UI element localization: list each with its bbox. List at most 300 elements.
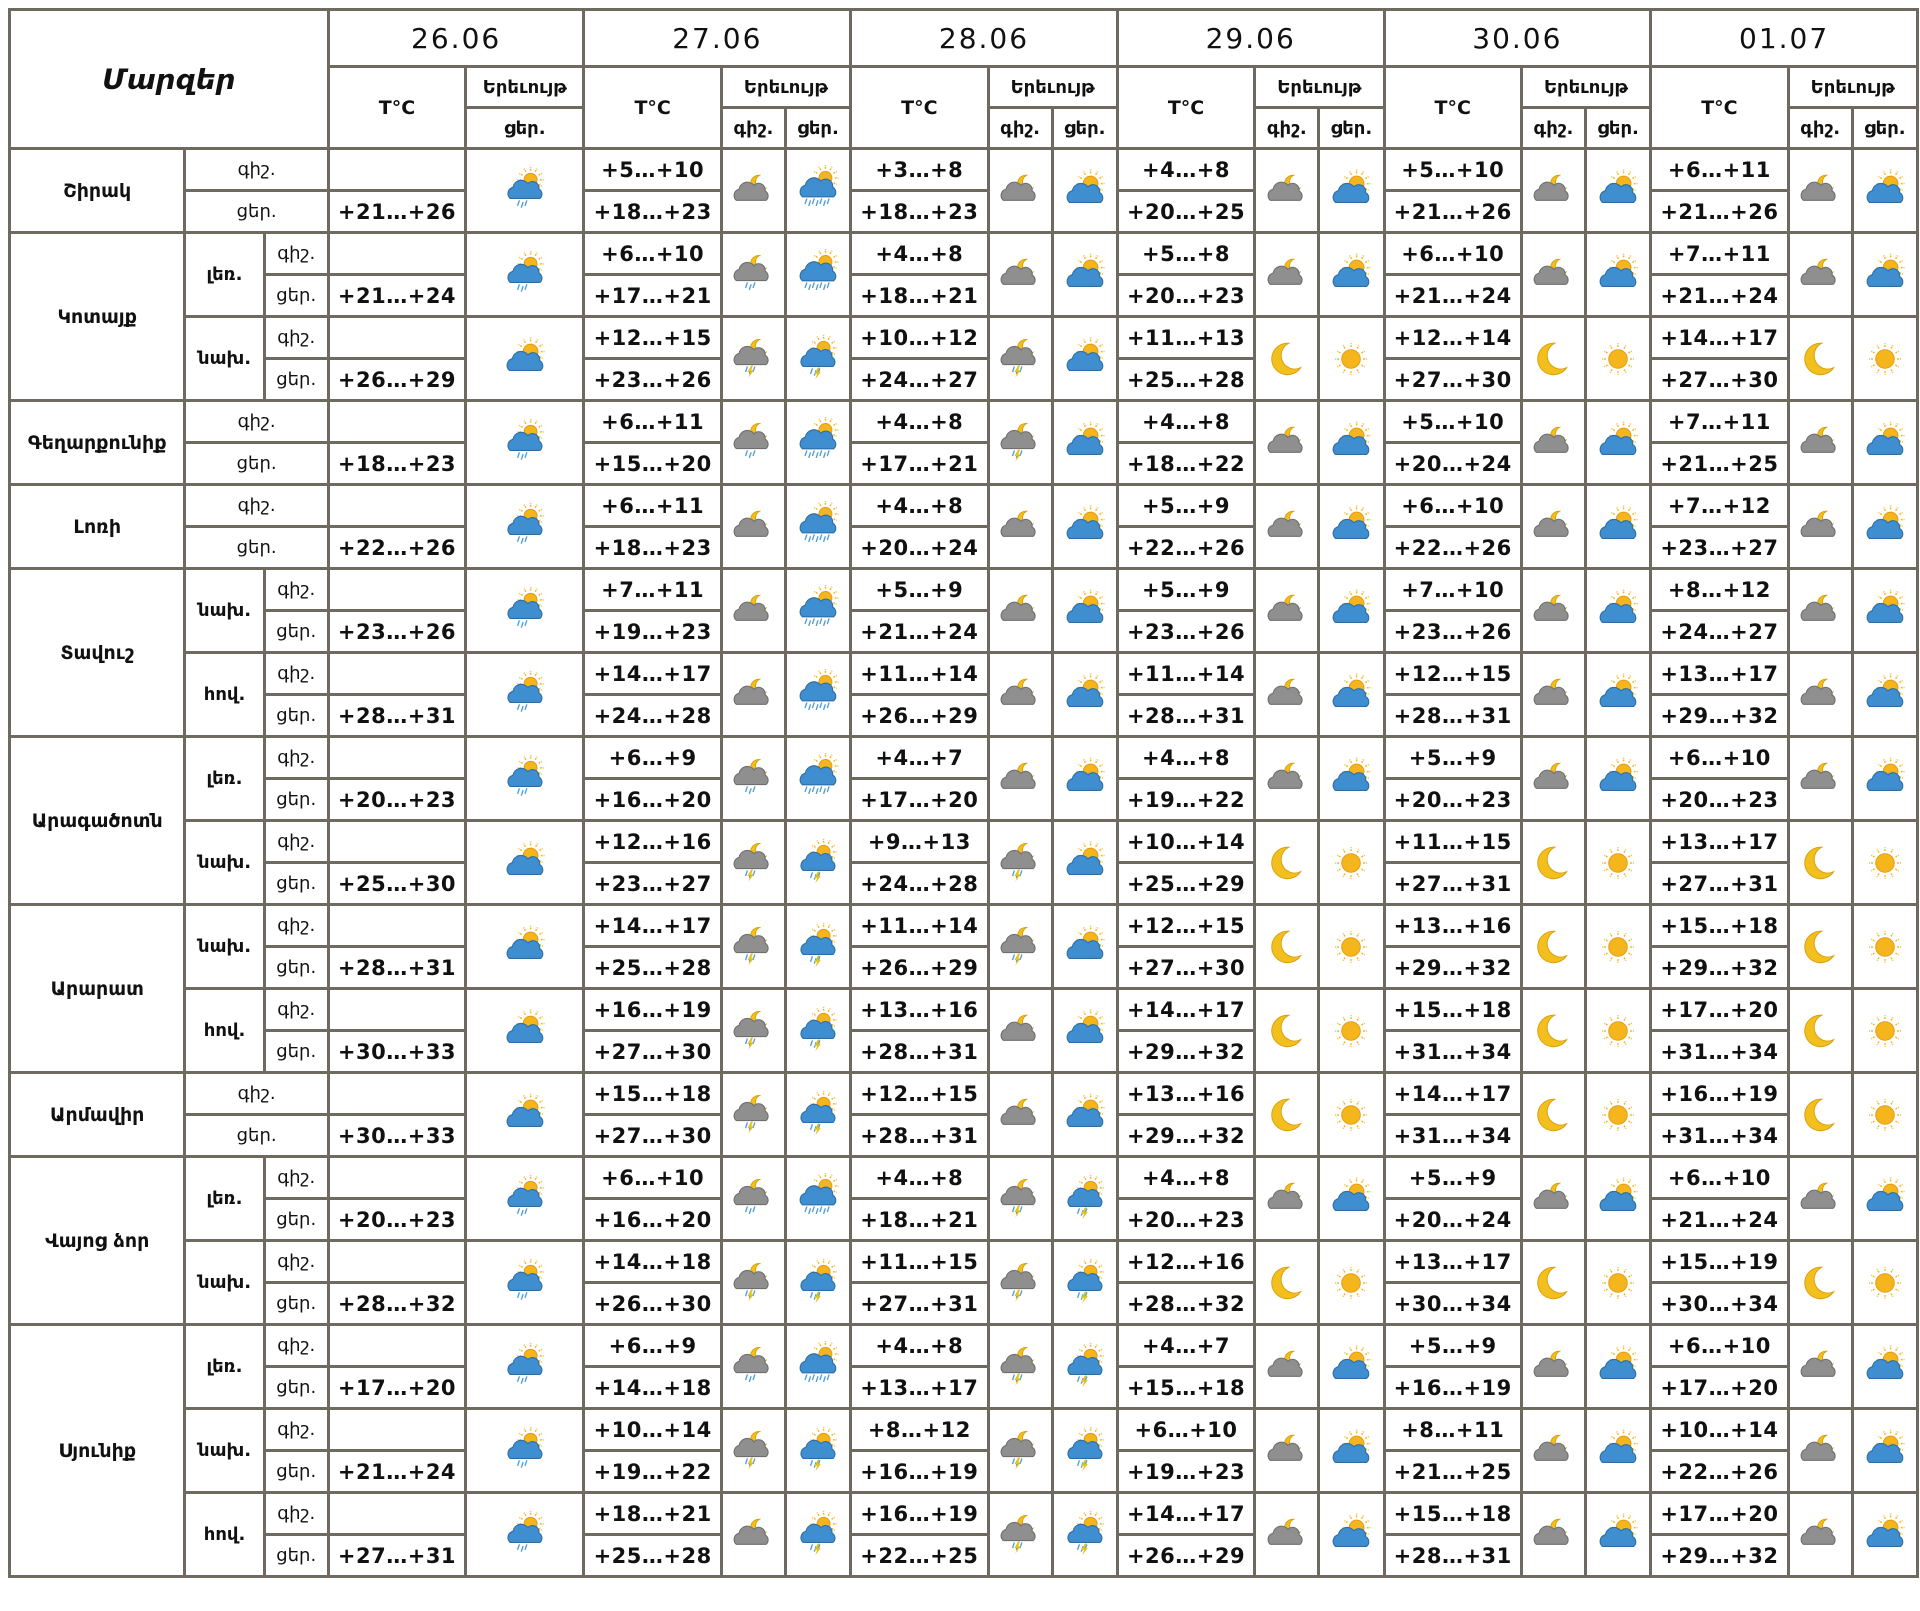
temperature-cell: +28…+31 — [851, 1115, 988, 1157]
temperature-cell — [328, 1157, 465, 1199]
cloud-moon-rain-icon — [723, 753, 784, 805]
sun-icon — [1854, 837, 1916, 889]
sun-cloud-icon — [1854, 501, 1916, 553]
sun-icon — [1320, 333, 1382, 385]
weather-cell — [1852, 989, 1917, 1073]
sun-cloud-icon — [1054, 753, 1116, 805]
temperature-cell: +4…+8 — [1117, 1157, 1254, 1199]
temperature-cell: +14…+17 — [1384, 1073, 1521, 1115]
table-header — [10, 10, 1918, 149]
region-name: Շիրակ — [10, 149, 185, 233]
weather-cell — [1319, 821, 1384, 905]
table-body — [10, 149, 1918, 1577]
temperature-header: T°C — [1651, 67, 1788, 149]
day-label: ցեր. — [1052, 108, 1117, 149]
temperature-cell: +7…+10 — [1384, 569, 1521, 611]
weather-cell — [1255, 233, 1319, 317]
temperature-cell: +5…+10 — [1384, 149, 1521, 191]
temperature-header: T°C — [1117, 67, 1254, 149]
temperature-cell: +29…+32 — [1651, 1535, 1788, 1577]
sun-icon — [1320, 921, 1382, 973]
temperature-cell: +31…+34 — [1651, 1031, 1788, 1073]
sun-cloud-icon — [1587, 249, 1649, 301]
temperature-cell: +21…+24 — [1651, 1199, 1788, 1241]
cloud-moon-icon — [990, 753, 1051, 805]
temperature-cell: +23…+26 — [328, 611, 465, 653]
weather-cell — [1852, 821, 1917, 905]
night-label: գիշ. — [1255, 108, 1319, 149]
weather-cell — [785, 1409, 850, 1493]
temperature-cell: +31…+34 — [1384, 1115, 1521, 1157]
weather-cell — [1586, 1325, 1651, 1409]
weather-cell — [1521, 401, 1585, 485]
table-row — [10, 1241, 1918, 1283]
cloud-moon-icon — [1256, 1173, 1317, 1225]
temperature-cell: +10…+14 — [1651, 1409, 1788, 1451]
temperature-cell: +26…+29 — [851, 695, 988, 737]
weather-cell — [988, 653, 1052, 737]
temperature-cell: +6…+10 — [1117, 1409, 1254, 1451]
temperature-cell: +27…+30 — [1651, 359, 1788, 401]
temperature-cell: +26…+29 — [1117, 1535, 1254, 1577]
weather-cell — [1852, 401, 1917, 485]
temperature-header: T°C — [328, 67, 465, 149]
night-label: գիշ. — [988, 108, 1052, 149]
moon-icon — [1256, 837, 1317, 889]
night-label: գիշ. — [264, 1241, 328, 1283]
night-label: գիշ. — [264, 653, 328, 695]
sun-cloud-rain-icon — [467, 1425, 582, 1477]
temperature-cell: +27…+30 — [1384, 359, 1521, 401]
cloud-moon-icon — [1523, 249, 1584, 301]
temperature-cell: +4…+8 — [1117, 149, 1254, 191]
weather-cell — [1319, 317, 1384, 401]
temperature-header: T°C — [1384, 67, 1521, 149]
temperature-cell: +21…+24 — [1651, 275, 1788, 317]
cloud-moon-icon — [723, 1509, 784, 1561]
weather-cell — [1521, 485, 1585, 569]
night-label: գիշ. — [264, 1493, 328, 1535]
temperature-cell: +6…+11 — [1651, 149, 1788, 191]
weather-cell — [1052, 1073, 1117, 1157]
sun-cloud-icon — [1587, 417, 1649, 469]
weather-cell — [1788, 1325, 1852, 1409]
temperature-cell — [328, 1325, 465, 1367]
day-label: ցեր. — [264, 275, 328, 317]
weather-cell — [785, 821, 850, 905]
temperature-cell: +19…+22 — [584, 1451, 721, 1493]
temperature-cell: +4…+8 — [851, 1157, 988, 1199]
temperature-cell: +23…+26 — [1384, 611, 1521, 653]
weather-cell — [785, 989, 850, 1073]
weather-cell — [721, 989, 785, 1073]
moon-icon — [1790, 837, 1851, 889]
day-label: ցեր. — [264, 611, 328, 653]
cloud-moon-icon — [1790, 1173, 1851, 1225]
sun-cloud-storm-icon — [787, 1509, 849, 1561]
weather-cell — [1319, 1241, 1384, 1325]
weather-cell — [1586, 401, 1651, 485]
temperature-cell: +12…+15 — [584, 317, 721, 359]
day-label: ցեր. — [466, 108, 584, 149]
temperature-cell: +27…+31 — [1651, 863, 1788, 905]
weather-cell — [1319, 1493, 1384, 1577]
cloud-moon-icon — [990, 1005, 1051, 1057]
weather-cell — [1852, 485, 1917, 569]
temperature-cell: +16…+19 — [851, 1451, 988, 1493]
weather-cell — [1255, 1409, 1319, 1493]
weather-cell — [1319, 569, 1384, 653]
cloud-moon-icon — [990, 585, 1051, 637]
weather-cell — [1521, 653, 1585, 737]
temperature-cell: +24…+28 — [851, 863, 988, 905]
temperature-cell: +13…+17 — [1651, 653, 1788, 695]
day-label: ցեր. — [264, 359, 328, 401]
weather-cell — [1788, 821, 1852, 905]
temperature-cell: +6…+10 — [1384, 233, 1521, 275]
day-label: ցեր. — [185, 443, 328, 485]
sun-cloud-storm-icon — [787, 1425, 849, 1477]
sun-cloud-icon — [1054, 165, 1116, 217]
weather-cell — [785, 485, 850, 569]
temperature-cell: +18…+22 — [1117, 443, 1254, 485]
cloud-moon-storm-icon — [990, 417, 1051, 469]
sun-cloud-icon — [1054, 1005, 1116, 1057]
date-header: 01.07 — [1651, 10, 1918, 67]
sun-cloud-rain-icon — [467, 1257, 582, 1309]
sun-cloud-storm-icon — [787, 921, 849, 973]
temperature-cell: +20…+25 — [1117, 191, 1254, 233]
sun-cloud-icon — [1320, 1173, 1382, 1225]
table-row — [10, 1409, 1918, 1451]
zone-label: լեռ. — [185, 1325, 264, 1409]
temperature-cell: +29…+32 — [1117, 1031, 1254, 1073]
sun-cloud-icon — [1054, 417, 1116, 469]
temperature-cell: +8…+11 — [1384, 1409, 1521, 1451]
cloud-moon-icon — [1523, 1173, 1584, 1225]
zone-label: լեռ. — [185, 737, 264, 821]
sun-cloud-rain-icon — [467, 1341, 582, 1393]
cloud-moon-storm-icon — [990, 921, 1051, 973]
cloud-moon-icon — [1256, 1509, 1317, 1561]
temperature-cell: +4…+7 — [1117, 1325, 1254, 1367]
table-row — [10, 821, 1918, 863]
temperature-cell: +27…+31 — [1384, 863, 1521, 905]
temperature-cell: +21…+26 — [1651, 191, 1788, 233]
weather-cell — [466, 317, 584, 401]
sun-cloud-icon — [467, 921, 582, 973]
weather-cell — [466, 233, 584, 317]
day-label: ցեր. — [264, 1451, 328, 1493]
sun-icon — [1320, 1089, 1382, 1141]
night-label: գիշ. — [264, 989, 328, 1031]
weather-cell — [1319, 653, 1384, 737]
weather-cell — [1255, 401, 1319, 485]
cloud-moon-icon — [1790, 417, 1851, 469]
weather-cell — [1052, 1157, 1117, 1241]
cloud-moon-icon — [1523, 1509, 1584, 1561]
sun-icon — [1854, 1005, 1916, 1057]
sun-cloud-icon — [1320, 501, 1382, 553]
sun-icon — [1320, 837, 1382, 889]
sun-cloud-icon — [467, 837, 582, 889]
sun-icon — [1587, 837, 1649, 889]
night-label: գիշ. — [721, 108, 785, 149]
forecast-table-wrapper — [8, 8, 1919, 1608]
weather-cell — [1052, 485, 1117, 569]
temperature-cell: +19…+22 — [1117, 779, 1254, 821]
weather-cell — [1852, 1241, 1917, 1325]
temperature-cell: +14…+18 — [584, 1241, 721, 1283]
temperature-cell: +11…+14 — [851, 653, 988, 695]
temperature-cell: +15…+18 — [1651, 905, 1788, 947]
region-name: Արագածոտն — [10, 737, 185, 905]
weather-cell — [1521, 989, 1585, 1073]
weather-cell — [1852, 905, 1917, 989]
weather-cell — [988, 401, 1052, 485]
temperature-cell: +13…+16 — [1384, 905, 1521, 947]
temperature-cell — [328, 233, 465, 275]
temperature-cell: +5…+9 — [1384, 1325, 1521, 1367]
sun-cloud-icon — [1320, 1341, 1382, 1393]
cloud-moon-icon — [1256, 417, 1317, 469]
temperature-cell: +6…+10 — [1651, 1157, 1788, 1199]
temperature-cell: +26…+30 — [584, 1283, 721, 1325]
weather-cell — [1852, 1409, 1917, 1493]
temperature-cell — [328, 1241, 465, 1283]
sun-cloud-storm-icon — [787, 837, 849, 889]
region-name: Գեղարքունիք — [10, 401, 185, 485]
temperature-cell: +21…+24 — [1384, 275, 1521, 317]
weather-cell — [1255, 989, 1319, 1073]
table-row — [10, 401, 1918, 443]
sun-icon — [1320, 1005, 1382, 1057]
temperature-cell — [328, 1409, 465, 1451]
weather-cell — [1586, 317, 1651, 401]
cloud-moon-storm-icon — [723, 1257, 784, 1309]
temperature-cell: +15…+19 — [1651, 1241, 1788, 1283]
weather-cell — [1788, 653, 1852, 737]
day-label: ցեր. — [264, 1367, 328, 1409]
weather-cell — [1586, 653, 1651, 737]
weather-cell — [1586, 821, 1651, 905]
temperature-cell: +24…+27 — [1651, 611, 1788, 653]
weather-cell — [466, 1241, 584, 1325]
region-name: Արարատ — [10, 905, 185, 1073]
weather-cell — [1521, 821, 1585, 905]
temperature-cell: +16…+19 — [1651, 1073, 1788, 1115]
cloud-moon-icon — [990, 1089, 1051, 1141]
weather-cell — [1788, 149, 1852, 233]
weather-cell — [988, 233, 1052, 317]
cloud-moon-icon — [1790, 1341, 1851, 1393]
temperature-cell: +14…+17 — [584, 905, 721, 947]
night-label: գիշ. — [264, 737, 328, 779]
weather-cell — [466, 821, 584, 905]
sun-cloud-heavy-rain-icon — [787, 501, 849, 553]
sun-cloud-icon — [1320, 1425, 1382, 1477]
sun-cloud-rain-icon — [467, 165, 582, 217]
sun-cloud-icon — [1587, 585, 1649, 637]
temperature-cell: +29…+32 — [1384, 947, 1521, 989]
temperature-cell: +21…+26 — [1384, 191, 1521, 233]
temperature-cell: +13…+16 — [1117, 1073, 1254, 1115]
temperature-cell: +6…+9 — [584, 1325, 721, 1367]
temperature-cell — [328, 569, 465, 611]
sun-cloud-heavy-rain-icon — [787, 1341, 849, 1393]
sun-icon — [1854, 333, 1916, 385]
sun-cloud-icon — [1587, 1341, 1649, 1393]
weather-cell — [1852, 737, 1917, 821]
temperature-cell: +15…+18 — [584, 1073, 721, 1115]
temperature-cell: +22…+26 — [1117, 527, 1254, 569]
cloud-moon-icon — [1790, 249, 1851, 301]
temperature-cell: +10…+12 — [851, 317, 988, 359]
temperature-cell: +6…+10 — [1384, 485, 1521, 527]
temperature-cell: +28…+32 — [1117, 1283, 1254, 1325]
weather-cell — [721, 821, 785, 905]
region-name: Արմավիր — [10, 1073, 185, 1157]
weather-cell — [988, 1409, 1052, 1493]
zone-label: նախ. — [185, 821, 264, 905]
sun-cloud-icon — [467, 1089, 582, 1141]
weather-cell — [1586, 149, 1651, 233]
weather-cell — [1521, 1157, 1585, 1241]
weather-cell — [1052, 1493, 1117, 1577]
night-label: գիշ. — [185, 149, 328, 191]
weather-cell — [466, 485, 584, 569]
weather-cell — [988, 737, 1052, 821]
temperature-cell: +13…+17 — [1651, 821, 1788, 863]
moon-icon — [1523, 837, 1584, 889]
weather-cell — [1788, 401, 1852, 485]
cloud-moon-storm-icon — [723, 1089, 784, 1141]
temperature-cell: +20…+24 — [1384, 1199, 1521, 1241]
day-label: ցեր. — [264, 1535, 328, 1577]
table-row — [10, 653, 1918, 695]
sun-cloud-heavy-rain-icon — [787, 753, 849, 805]
cloud-moon-icon — [1790, 501, 1851, 553]
weather-cell — [1052, 569, 1117, 653]
temperature-cell: +29…+32 — [1651, 695, 1788, 737]
temperature-cell: +17…+20 — [851, 779, 988, 821]
weather-cell — [466, 905, 584, 989]
temperature-cell: +23…+26 — [584, 359, 721, 401]
temperature-cell — [328, 485, 465, 527]
temperature-cell: +5…+8 — [1117, 233, 1254, 275]
temperature-cell: +31…+34 — [1384, 1031, 1521, 1073]
weather-cell — [1852, 317, 1917, 401]
temperature-cell: +5…+9 — [1384, 1157, 1521, 1199]
weather-cell — [1788, 1073, 1852, 1157]
cloud-moon-storm-icon — [990, 333, 1051, 385]
cloud-moon-icon — [1523, 669, 1584, 721]
date-header: 30.06 — [1384, 10, 1651, 67]
temperature-cell: +20…+23 — [1384, 779, 1521, 821]
weather-cell — [988, 821, 1052, 905]
weather-cell — [1052, 401, 1117, 485]
cloud-moon-icon — [1523, 585, 1584, 637]
cloud-moon-storm-icon — [990, 1257, 1051, 1309]
weather-cell — [1586, 1073, 1651, 1157]
weather-cell — [721, 317, 785, 401]
zone-label: լեռ. — [185, 233, 264, 317]
weather-cell — [1586, 1241, 1651, 1325]
temperature-cell: +7…+12 — [1651, 485, 1788, 527]
weather-cell — [1788, 317, 1852, 401]
temperature-cell: +5…+9 — [1117, 485, 1254, 527]
regions-column-title: Մարզեր — [10, 10, 329, 149]
weather-header: Երեւույթ — [466, 67, 584, 108]
date-header: 28.06 — [851, 10, 1118, 67]
temperature-cell: +16…+20 — [584, 1199, 721, 1241]
cloud-moon-storm-icon — [723, 1005, 784, 1057]
sun-cloud-storm-icon — [1054, 1509, 1116, 1561]
weather-cell — [1586, 989, 1651, 1073]
sun-cloud-rain-icon — [467, 753, 582, 805]
moon-icon — [1790, 1005, 1851, 1057]
weather-cell — [1521, 1241, 1585, 1325]
moon-icon — [1790, 1089, 1851, 1141]
night-label: գիշ. — [185, 401, 328, 443]
cloud-moon-rain-icon — [723, 249, 784, 301]
temperature-cell: +24…+27 — [851, 359, 988, 401]
cloud-moon-storm-icon — [723, 837, 784, 889]
weather-cell — [1052, 317, 1117, 401]
night-label: գիշ. — [264, 821, 328, 863]
sun-cloud-icon — [467, 333, 582, 385]
weather-cell — [988, 149, 1052, 233]
weather-cell — [466, 1493, 584, 1577]
cloud-moon-rain-icon — [723, 1341, 784, 1393]
weather-cell — [1319, 905, 1384, 989]
cloud-moon-icon — [1523, 417, 1584, 469]
temperature-cell: +6…+11 — [584, 485, 721, 527]
temperature-cell: +6…+11 — [584, 401, 721, 443]
sun-cloud-icon — [1587, 501, 1649, 553]
weather-cell — [1052, 233, 1117, 317]
table-row — [10, 485, 1918, 527]
sun-cloud-heavy-rain-icon — [787, 1173, 849, 1225]
cloud-moon-icon — [723, 669, 784, 721]
sun-cloud-icon — [1854, 1173, 1916, 1225]
weather-cell — [1255, 1241, 1319, 1325]
weather-cell — [466, 653, 584, 737]
temperature-cell — [328, 149, 465, 191]
sun-cloud-icon — [1587, 1173, 1649, 1225]
sun-cloud-storm-icon — [787, 1089, 849, 1141]
weather-cell — [1319, 1409, 1384, 1493]
temperature-cell: +22…+26 — [1384, 527, 1521, 569]
temperature-cell: +6…+10 — [1651, 1325, 1788, 1367]
weather-cell — [466, 149, 584, 233]
temperature-cell: +11…+13 — [1117, 317, 1254, 359]
temperature-cell: +30…+33 — [328, 1031, 465, 1073]
temperature-cell: +25…+28 — [584, 1535, 721, 1577]
moon-icon — [1256, 921, 1317, 973]
weather-cell — [1521, 1073, 1585, 1157]
temperature-cell: +8…+12 — [851, 1409, 988, 1451]
weather-cell — [1255, 1073, 1319, 1157]
weather-cell — [466, 989, 584, 1073]
zone-label: նախ. — [185, 1241, 264, 1325]
weather-cell — [721, 401, 785, 485]
cloud-moon-icon — [990, 165, 1051, 217]
sun-cloud-rain-icon — [467, 1509, 582, 1561]
moon-icon — [1790, 921, 1851, 973]
weather-cell — [988, 1493, 1052, 1577]
cloud-moon-storm-icon — [990, 1509, 1051, 1561]
